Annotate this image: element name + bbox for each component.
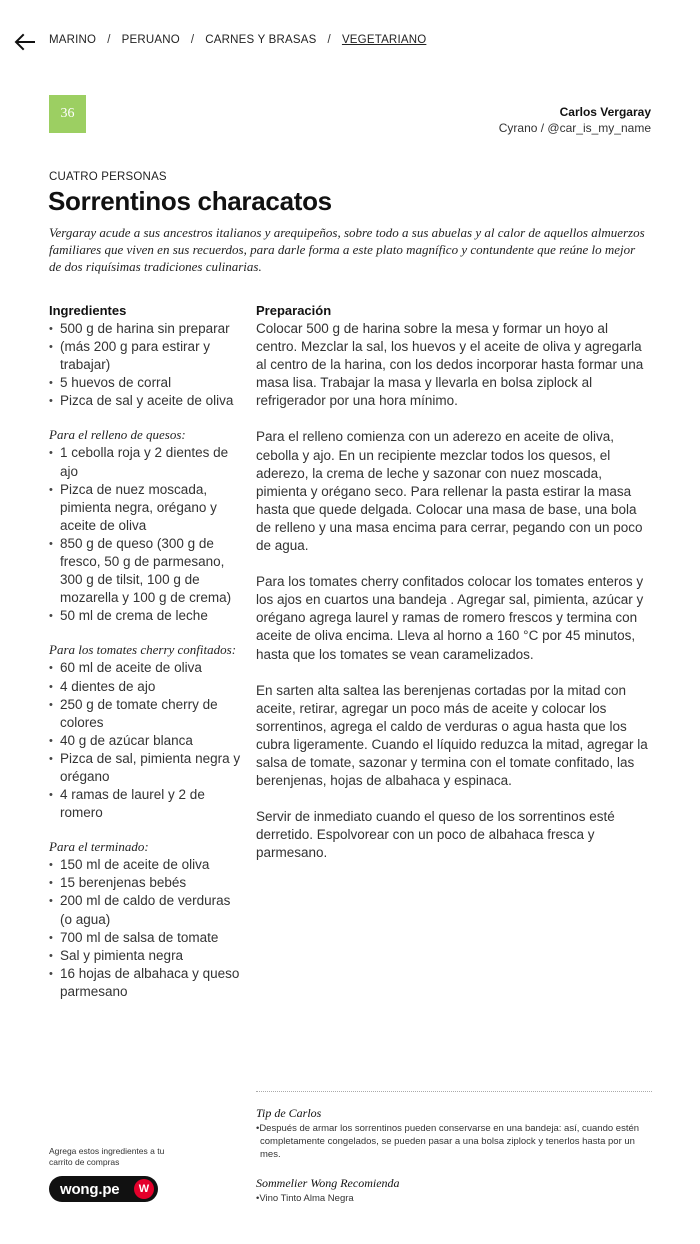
ingredient-item: • Pizca de sal y aceite de oliva [49,392,244,410]
category-link-vegetariano[interactable]: VEGETARIANO [341,34,427,46]
ingredient-item: • 250 g de tomate cherry de colores [49,696,244,732]
ingredient-item: • 5 huevos de corral [49,374,244,392]
breadcrumb-separator: / [107,34,111,46]
wong-logo-text: wong.pe [60,1180,120,1198]
ingredient-item: • 16 hojas de albahaca y queso parmesano [49,965,244,1001]
ingredient-item: • 60 ml de aceite de oliva [49,659,244,677]
sommelier-block [256,1175,652,1205]
author-handle: Cyrano / @car_is_my_name [498,121,651,135]
finish-heading: Para el terminado: [49,839,149,855]
preparation-step: Para los tomates cherry confitados colocar los tomates enteros y los ajos en cuartos una bandeja . Agregar sal, pimienta, azúcar y orégano agrega laurel y ramas de romero frescos y termina con aceite de oliva encima. Lleva al horno a 160 °C por 45 minutos, hasta que los tomates se vean caramelizados. [256,574,644,662]
arrow-left-icon[interactable] [14,32,36,52]
ingredient-item: • 50 ml de crema de leche [49,607,244,625]
ingredient-item: • 4 dientes de ajo [49,678,244,696]
top-nav [0,28,700,56]
recipe-intro: Vergaray acude a sus ancestros italianos y arequipeños, sobre todo a sus abuelas y al calor de aquellos almuerzos familiares que viven en sus recuerdos, para darle forma a este plato magnífico y contundente que reúne lo mejor de dos riquísimas tradiciones culinarias. [49,225,645,274]
preparation-heading: Preparación [256,303,332,318]
ingredient-item: • 700 ml de salsa de tomate [49,929,244,947]
author-name: Carlos Vergaray [559,105,651,119]
ingredient-list-tomatoes [49,659,244,822]
ingredients-column [49,302,244,1001]
author-block [499,104,651,136]
ingredient-list-main [49,320,244,410]
tip-heading: Tip de Carlos [256,1106,322,1120]
ingredient-item: • 15 berenjenas bebés [49,874,244,892]
breadcrumb-separator: / [327,34,331,46]
ingredient-list-filling [49,444,244,625]
ingredient-item: • 40 g de azúcar blanca [49,732,244,750]
category-link-peruano[interactable]: PERUANO [121,34,180,46]
ingredient-item: • Pizca de sal, pimienta negra y orégano [49,750,244,786]
servings-label: CUATRO PERSONAS [49,171,167,183]
ingredient-item: • 150 ml de aceite de oliva [49,856,244,874]
ingredient-item: • 200 ml de caldo de verduras (o agua) [49,892,244,928]
ingredient-item: • 1 cebolla roja y 2 dientes de ajo [49,444,244,480]
dotted-divider [256,1091,652,1092]
sommelier-text: •Vino Tinto Alma Negra [256,1193,354,1204]
tip-text: •Después de armar los sorrentinos pueden conservarse en una bandeja: así, cuando estén completamente congelados, se pueden pasar a una bolsa ziplock y tenerlos hasta por un mes. [256,1123,640,1161]
ingredient-item: • 850 g de queso (300 g de fresco, 50 g de parmesano, 300 g de tilsit, 100 g de mozarella y 100 g de crema) [49,535,244,607]
ingredient-item: • Pizca de nuez moscada, pimienta negra, orégano y aceite de oliva [49,481,244,535]
recipe-title: Sorrentinos characatos [48,186,332,216]
category-breadcrumb [49,34,426,46]
wong-mark-icon: W [134,1179,154,1199]
preparation-step: Para el relleno comienza con un aderezo en aceite de oliva, cebolla y ajo. En un recipiente mezclar todos los quesos, el aderezo, la crema de leche y sazonar con nuez moscada, pimienta y orégano seco. Para rellenar la pasta estirar la masa hasta que quede delgada. Colocar una masa de base, una bola de relleno y una masa encima para cerrar, pegando con un poco de agua. [256,429,643,554]
ingredients-heading: Ingredientes [49,303,127,318]
preparation-step: Servir de inmediato cuando el queso de los sorrentinos esté derretido. Espolvorear con un poco de albahaca fresca y parmesano. [256,809,615,861]
category-link-marino[interactable]: MARINO [49,34,97,46]
category-link-carnes-y-brasas[interactable]: CARNES Y BRASAS [205,34,317,46]
ingredient-item: • Sal y pimienta negra [49,947,244,965]
preparation-step: En sarten alta saltea las berenjenas cortadas por la mitad con aceite, retirar, agregar un poco más de aceite y colocar los sorrentinos, agrega el caldo de verduras o agua hasta que los cubra ligeramente. Cuando el líquido reduzca la mitad, agregar la salsa de tomate, sazonar y termina con el tomate confitado, las berenjenas, hojas de albahaca y espinaca. [256,682,648,789]
tip-block [256,1105,652,1162]
ingredient-item: • 500 g de harina sin preparar [49,320,244,338]
ingredient-item: • 4 ramas de laurel y 2 de romero [49,786,244,822]
sommelier-heading: Sommelier Wong Recomienda [256,1176,400,1190]
filling-heading: Para el relleno de quesos: [49,427,186,443]
breadcrumb-separator: / [190,34,195,46]
page-number-badge: 36 [49,95,86,133]
wong-logo-button[interactable] [49,1176,158,1202]
preparation-column [256,302,652,880]
ingredient-item: • (más 200 g para estirar y trabajar) [49,338,244,374]
tomatoes-heading: Para los tomates cherry confitados: [49,642,237,658]
preparation-step: Colocar 500 g de harina sobre la mesa y formar un hoyo al centro. Mezclar la sal, los huevos y el aceite de oliva y agregarla al centro de la harina, con los dedos incorporar hasta formar una masa lisa. Trabajar la masa y llevarla en bolsa ziplock al refrigerador por una hora mínimo. [256,321,644,409]
cart-cta-text: Agrega estos ingredientes a tu carrito de compras [49,1146,165,1167]
ingredient-list-finish [49,856,244,1001]
